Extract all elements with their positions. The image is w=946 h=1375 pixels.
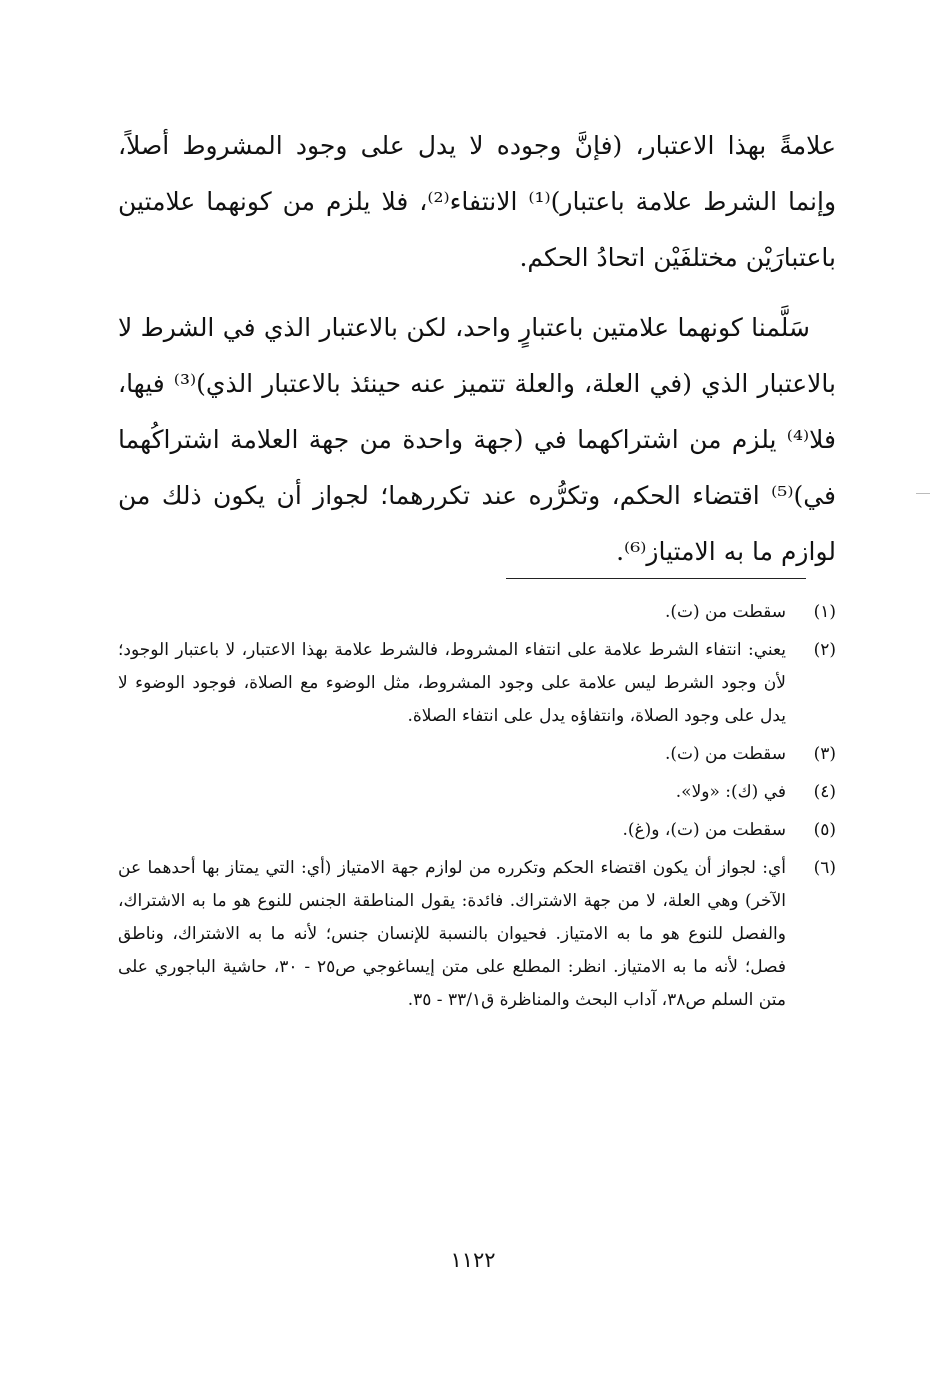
main-text xyxy=(118,118,836,580)
footnote-number: (٥) xyxy=(813,820,836,840)
footnote-2 xyxy=(118,634,836,733)
footnote-1 xyxy=(118,596,836,629)
footnote-number: (٤) xyxy=(813,782,836,802)
footnote-text: سقطت من (ت)، و(غ). xyxy=(622,820,786,840)
footnote-text: في (ك): «ولا». xyxy=(675,782,786,802)
footnote-number: (١) xyxy=(813,602,836,622)
footnote-separator xyxy=(506,578,806,579)
margin-mark xyxy=(916,493,930,494)
footnote-number: (٣) xyxy=(813,744,836,764)
footnote-3 xyxy=(118,738,836,771)
footnote-text: سقطت من (ت). xyxy=(664,602,786,622)
page-number: ١١٢٢ xyxy=(450,1248,496,1272)
footnote-5 xyxy=(118,814,836,847)
footnote-number: (٦) xyxy=(813,858,836,878)
footnote-text: سقطت من (ت). xyxy=(664,744,786,764)
footnote-text: يعني: انتفاء الشرط علامة على انتفاء المشروط، فالشرط علامة بهذا الاعتبار، لا باعتبار الوجود؛ لأن وجود الشرط ليس علامة على وجود المشروط، مثل الوضوء مع الصلاة، فوجود الوضوء لا يدل على وجود الصلاة، وانتفاؤه يدل على انتفاء الصلاة. xyxy=(118,640,786,726)
footnote-6 xyxy=(118,852,836,1017)
footnote-number: (٢) xyxy=(813,640,836,660)
main-paragraph-1: علامةً بهذا الاعتبار، (فإنَّ وجوده لا يدل على وجود المشروط أصلاً، وإنما الشرط علامة باعتبار)⁽¹⁾ الانتفاء⁽²⁾، فلا يلزم من كونهما علامتين باعتبارَيْن مختلفَيْن اتحادُ الحكم. xyxy=(118,131,837,272)
footnote-4 xyxy=(118,776,836,809)
footnote-text: أي: لجواز أن يكون اقتضاء الحكم وتكرره من لوازم جهة الامتياز (أي: التي يمتاز بها أحدهما عن الآخر) وهي العلة، لا من جهة الاشتراك. فائدة: يقول المناطقة الجنس للنوع هو ما به الاشتراك، والفصل للنوع هو ما به الامتياز. فحيوان بالنسبة للإنسان جنس؛ لأنه ما به الاشتراك، وناطق فصل؛ لأنه ما به الامتياز. انظر: المطلع على متن إيساغوجي ص٢٥ - ٣٠، حاشية الباجوري على متن السلم ص٣٨، آداب البحث والمناظرة ق٣٣/١ - ٣٥. xyxy=(118,858,786,1010)
main-paragraph-2: سَلَّمنا كونهما علامتين باعتبارٍ واحد، لكن بالاعتبار الذي في الشرط لا بالاعتبار الذي (في العلة، والعلة تتميز عنه حينئذ بالاعتبار الذي)⁽³⁾ فيها، فلا⁽⁴⁾ يلزم من اشتراكهما في (جهة واحدة من جهة العلامة اشتراكُهما في)⁽⁵⁾ اقتضاء الحكم، وتكرُّره عند تكررهما؛ لجواز أن يكون ذلك من لوازم ما به الامتياز⁽⁶⁾. xyxy=(118,313,836,566)
footnotes xyxy=(118,596,836,1022)
